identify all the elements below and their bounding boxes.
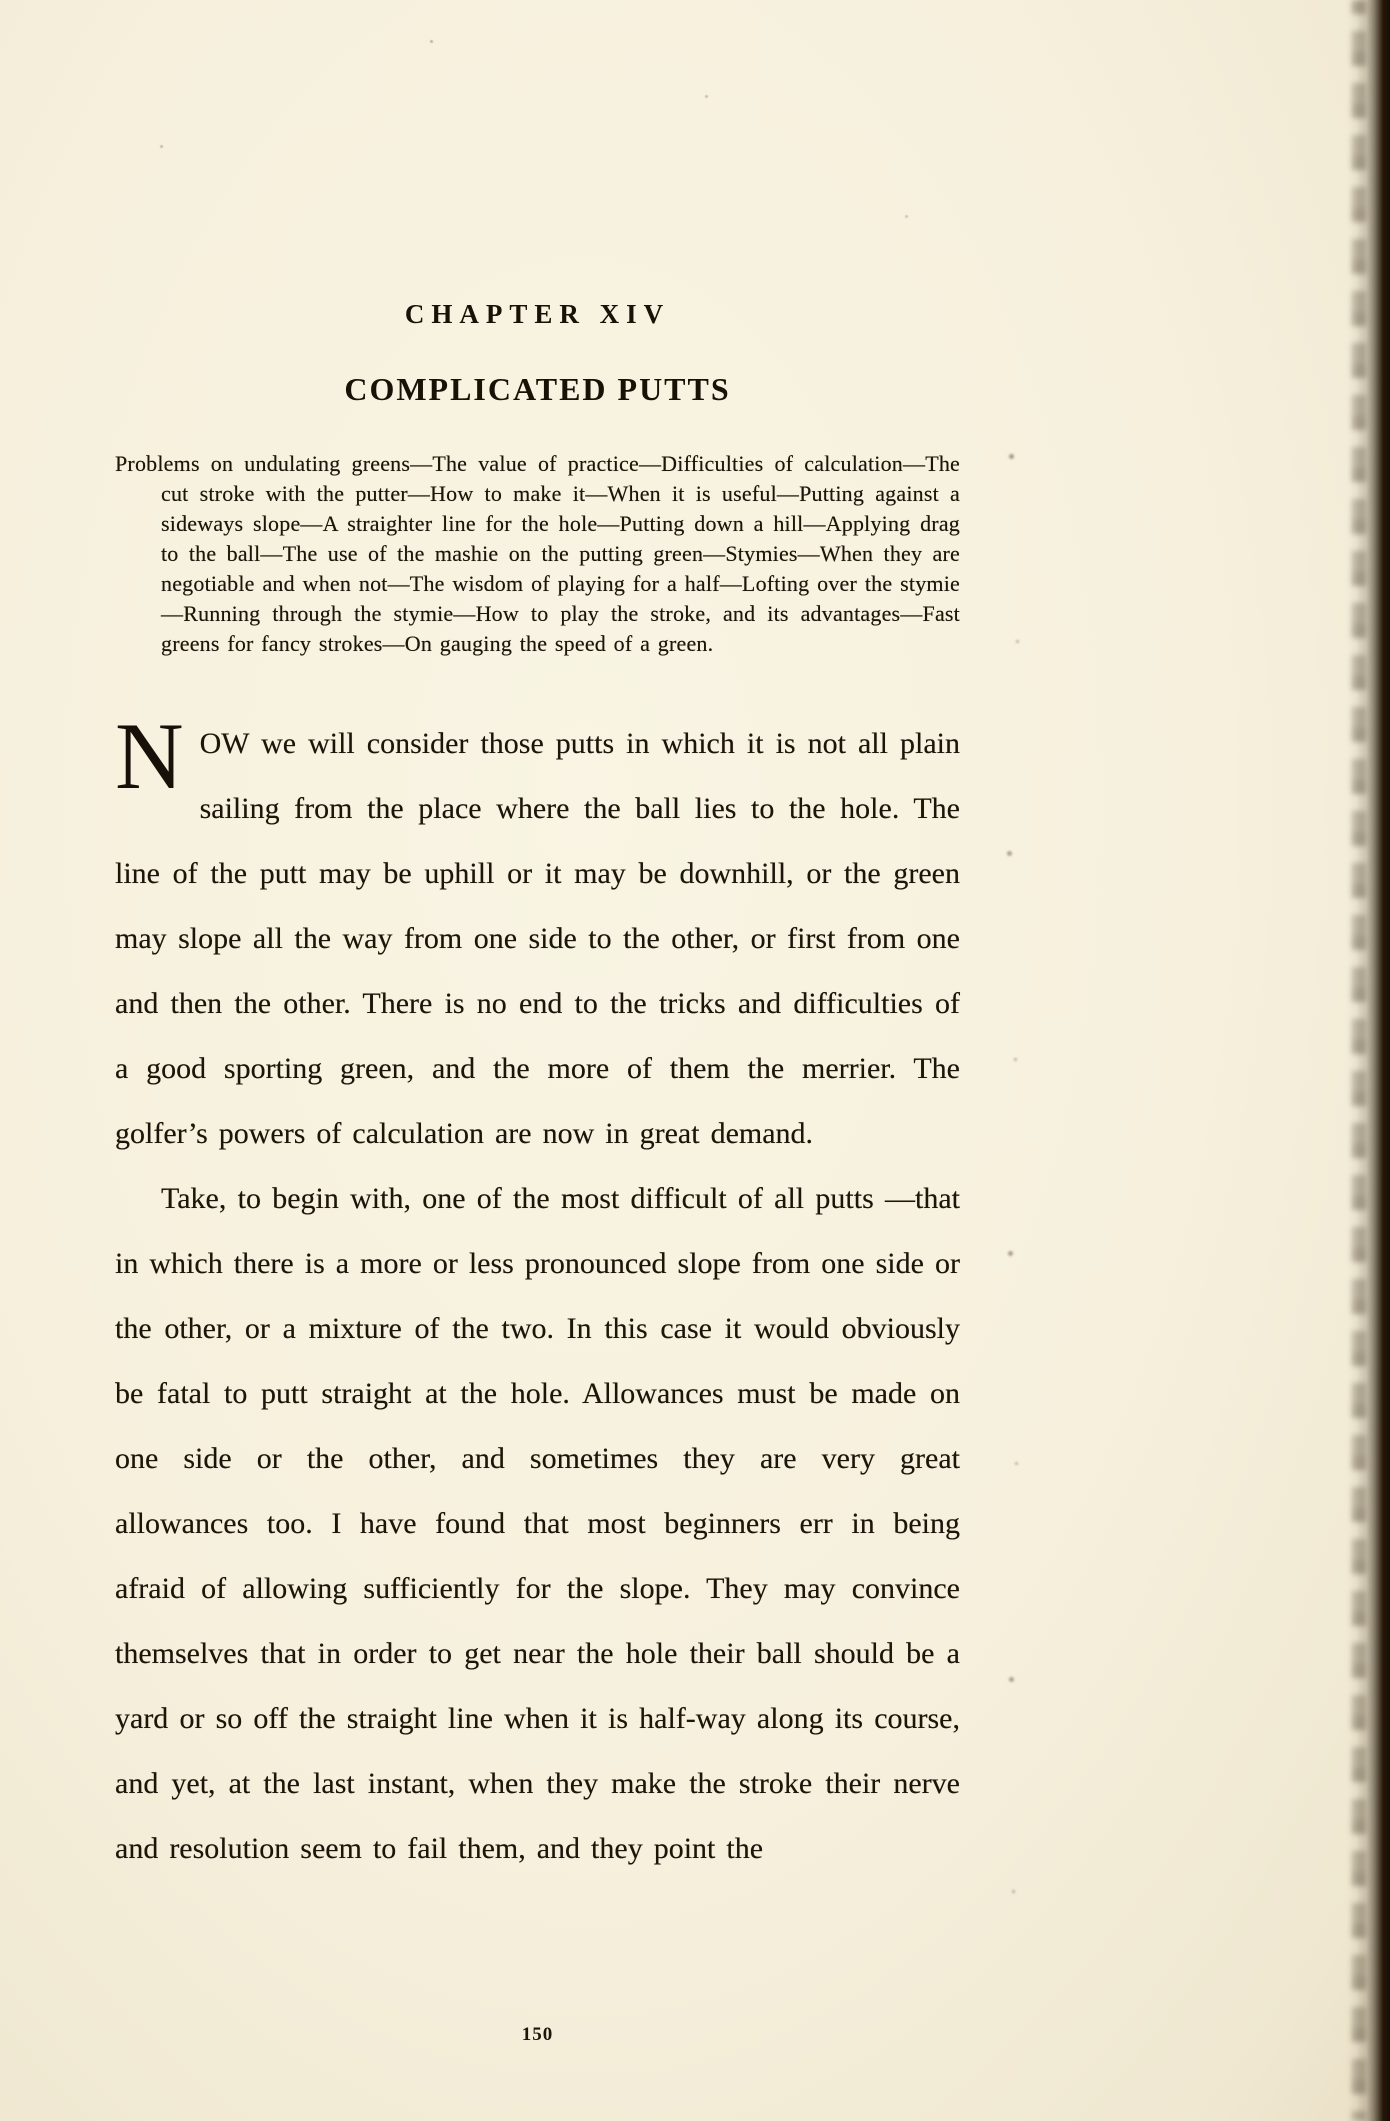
chapter-synopsis: Problems on undulating greens—The value of practice—Difficulties of calculation—The cut stroke with the putter—How to make it—When it is useful—Putting against a sideways slope—A straighter line for the hole—Putting down a hill—Applying drag to the ball—The use of the mashie on the putting green—Stymies—When they are negotiable and when not—The wisdom of playing for a half—Lofting over the stymie—Running through the stymie—How to play the stroke, and its advantages—Fast greens for fancy strokes—On gauging the speed of a green. [115,451,960,656]
paragraph-first-text: OW we will consider those putts in which it is not all plain sailing from the place where the ball lies to the hole. The line of the putt may be uphill or it may be downhill, or the green may slope all the way from one side to the other, or first from one and then the other. There is no end to the tricks and difficulties of a good sporting green, and the more of them the merrier. The golfer’s powers of calculation are now in great demand. [115,727,960,1150]
dropcap-initial: N [115,703,184,809]
body-text [115,703,960,1881]
paragraph-second: Take, to begin with, one of the most difficult of all putts —that in which there is a more or less pronounced slope from one side or the other, or a mixture of the two. In this case it would obviously be fatal to putt straight at the hole. Allowances must be made on one side or the other, and sometimes they are very great allowances too. I have found that most beginners err in being afraid of allowing sufficiently for the slope. They may convince themselves that in order to get near the hole their ball should be a yard or so off the straight line when it is half-way along its course, and yet, at the last instant, when they make the stroke their nerve and resolution seem to fail them, and they point the [115,1182,960,1865]
chapter-title: COMPLICATED PUTTS [344,371,731,407]
paragraph-first [115,703,960,1166]
page-number: 150 [521,2024,554,2045]
page-edge-shadow [1356,0,1390,2121]
chapter-heading: CHAPTER XIV [404,299,671,329]
page-content [115,0,960,2121]
scan-dust-artifacts [0,0,3,3]
